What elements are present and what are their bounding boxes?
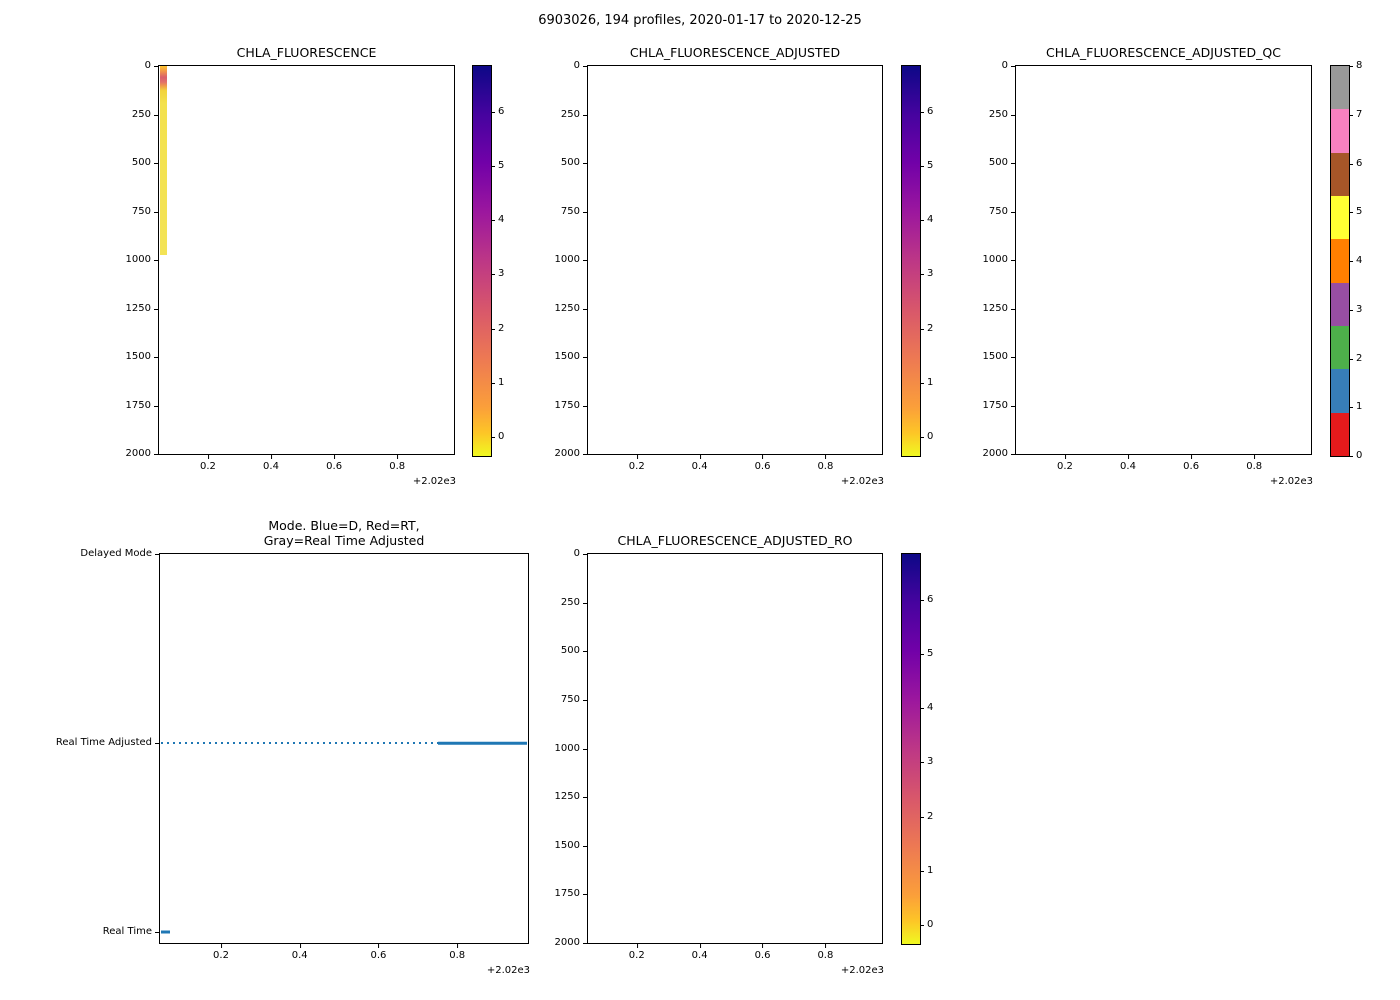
plot-chla-fluorescence-title: CHLA_FLUORESCENCE [236, 45, 377, 61]
depth-axis-ticks [125, 60, 454, 459]
tick-label: 0.2 [628, 950, 645, 961]
tick-label: 2000 [982, 448, 1008, 459]
time-axis-ticks [588, 66, 882, 472]
time-axis-ticks [1016, 66, 1311, 472]
tick-label: 1250 [982, 302, 1008, 314]
tick-label: 0.4 [291, 950, 308, 961]
time-axis-offset: +2.02e3 [840, 476, 884, 487]
tick-label: 2000 [125, 448, 151, 459]
tick-label: 0.6 [1183, 461, 1200, 472]
tick-label: 1500 [554, 839, 580, 851]
tick-label: 0.8 [389, 461, 406, 472]
tick-label: 3 [498, 268, 505, 280]
tick-label: 0.2 [213, 950, 229, 961]
colorbar-segment [1331, 283, 1349, 326]
tick-label: 250 [560, 596, 580, 608]
tick-label: 0 [927, 919, 934, 931]
tick-label: 2 [927, 322, 934, 334]
time-axis-offset: +2.02e3 [486, 965, 530, 976]
plot-chla-fluorescence-adjusted-qc [982, 45, 1313, 487]
tick-label: 1 [927, 864, 934, 876]
tick-label: 0.8 [449, 950, 466, 961]
tick-label: 1750 [554, 399, 580, 411]
tick-label: 250 [988, 108, 1008, 120]
tick-label: 3 [1356, 303, 1363, 315]
colorbar-plasma-1 [472, 65, 505, 457]
plot-mode-title-line2: Gray=Real Time Adjusted [263, 533, 425, 549]
tick-label: 2 [498, 322, 505, 334]
tick-label: 3 [927, 756, 934, 768]
depth-axis-ticks [554, 548, 882, 948]
tick-label: Delayed Mode [80, 548, 152, 559]
tick-label: 500 [131, 157, 151, 168]
time-axis-offset: +2.02e3 [840, 965, 884, 976]
plot-chla-fluorescence-adjusted-qc-title: CHLA_FLUORESCENCE_ADJUSTED_QC [1046, 45, 1281, 61]
colorbar-segment [1331, 109, 1349, 152]
tick-label: 500 [988, 157, 1008, 168]
tick-label: 1750 [125, 399, 151, 411]
plot-mode-title-line1: Mode. Blue=D, Red=RT, [268, 517, 420, 533]
tick-label: 4 [1356, 255, 1363, 266]
tick-label: 1 [1356, 401, 1363, 413]
tick-label: 1000 [554, 742, 580, 754]
time-axis-ticks [159, 66, 454, 472]
chla-data-stripe [160, 66, 167, 255]
tick-label: 250 [131, 108, 151, 120]
colorbar-plasma-2 [901, 65, 934, 457]
tick-label: 1 [498, 376, 505, 388]
tick-label: 5 [927, 648, 934, 660]
tick-label: 1000 [982, 254, 1008, 265]
tick-label: 0 [144, 60, 151, 71]
tick-label: 6 [1356, 157, 1363, 169]
time-axis-ticks [588, 554, 882, 961]
tick-label: 1 [927, 376, 934, 388]
tick-label: 0 [498, 431, 505, 443]
tick-label: 5 [498, 160, 505, 172]
tick-label: 4 [927, 702, 934, 714]
tick-label: 0.4 [691, 461, 708, 472]
colorbar-segment [1331, 239, 1349, 282]
colorbar-plasma-1-ticks [473, 66, 505, 456]
tick-label: 2000 [554, 937, 580, 948]
tick-label: 0.8 [1246, 461, 1263, 472]
mode-series-real-time-dash [161, 931, 169, 934]
tick-label: 0.6 [326, 461, 343, 472]
tick-label: 0 [1001, 60, 1008, 71]
depth-axis-ticks [982, 60, 1311, 459]
colorbar-plasma-3 [901, 553, 934, 945]
tick-label: 0.4 [1120, 461, 1136, 472]
tick-label: 6 [927, 105, 934, 117]
plot-chla-fluorescence-adjusted-title: CHLA_FLUORESCENCE_ADJUSTED [629, 45, 841, 61]
tick-label: Real Time [102, 926, 152, 938]
colorbar-segment [1331, 369, 1349, 412]
tick-label: 0.2 [199, 461, 216, 472]
mode-series-real-time-adjusted-solid [438, 742, 526, 745]
tick-label: 6 [927, 593, 934, 605]
tick-label: 1000 [554, 254, 580, 265]
tick-label: 5 [1356, 206, 1363, 218]
colorbar-plasma-2-ticks [902, 66, 934, 456]
tick-label: 1500 [125, 351, 151, 362]
tick-label: 2 [927, 810, 934, 822]
tick-label: 0 [573, 60, 580, 71]
tick-label: 750 [560, 693, 580, 705]
tick-label: 0.6 [754, 950, 771, 961]
tick-label: 1750 [554, 888, 580, 900]
mode-series-real-time-adjusted-dotted [161, 742, 438, 744]
tick-label: 1250 [554, 302, 580, 314]
tick-label: 250 [560, 108, 580, 120]
tick-label: 0.6 [754, 461, 771, 472]
tick-label: 0.6 [370, 950, 387, 961]
tick-label: 6 [498, 105, 505, 117]
colorbar-segment [1331, 326, 1349, 369]
plot-mode [55, 517, 530, 976]
colorbar-segment [1331, 196, 1349, 239]
tick-label: 0.4 [691, 950, 708, 961]
tick-label: 500 [560, 645, 580, 657]
tick-label: 0.4 [263, 461, 279, 472]
tick-label: 0.8 [817, 461, 834, 472]
tick-label: 0 [573, 548, 580, 559]
tick-label: 2000 [554, 448, 580, 459]
tick-label: 3 [927, 268, 934, 280]
colorbar-segment [1331, 66, 1349, 109]
tick-label: 0.2 [1056, 461, 1073, 472]
tick-label: 4 [498, 214, 505, 226]
tick-label: 500 [560, 157, 580, 168]
colorbar-plasma-3-ticks [902, 554, 934, 944]
tick-label: Real Time Adjusted [55, 737, 152, 749]
tick-label: 1500 [982, 351, 1008, 362]
mode-axis-ticks [55, 548, 528, 943]
tick-label: 750 [988, 205, 1008, 217]
plot-chla-fluorescence [125, 45, 456, 487]
tick-label: 7 [1356, 108, 1363, 120]
tick-label: 1500 [554, 351, 580, 362]
tick-label: 4 [927, 214, 934, 226]
plot-chla-fluorescence-adjusted-ro-title: CHLA_FLUORESCENCE_ADJUSTED_RO [617, 533, 853, 549]
tick-label: 1250 [125, 302, 151, 314]
colorbar-segment [1331, 413, 1349, 456]
tick-label: 1000 [125, 254, 151, 265]
tick-label: 0 [1356, 450, 1363, 461]
tick-label: 750 [560, 205, 580, 217]
plot-mode-title [264, 518, 425, 549]
tick-label: 1750 [982, 399, 1008, 411]
time-axis-ticks [160, 554, 528, 961]
plot-chla-fluorescence-adjusted-ro [554, 533, 884, 976]
tick-label: 5 [927, 160, 934, 172]
time-axis-offset: +2.02e3 [412, 476, 456, 487]
figure-title: 6903026, 194 profiles, 2020-01-17 to 2020-12-25 [538, 13, 862, 28]
tick-label: 0.8 [817, 950, 834, 961]
plot-chla-fluorescence-adjusted [554, 45, 884, 487]
tick-label: 0 [927, 431, 934, 443]
depth-axis-ticks [554, 60, 882, 459]
tick-label: 0.2 [628, 461, 645, 472]
tick-label: 8 [1356, 60, 1363, 71]
colorbar-qc [1330, 60, 1363, 461]
time-axis-offset: +2.02e3 [1269, 476, 1313, 487]
tick-label: 2 [1356, 352, 1363, 364]
colorbar-segment [1331, 153, 1349, 196]
tick-label: 1250 [554, 791, 580, 803]
tick-label: 750 [131, 205, 151, 217]
